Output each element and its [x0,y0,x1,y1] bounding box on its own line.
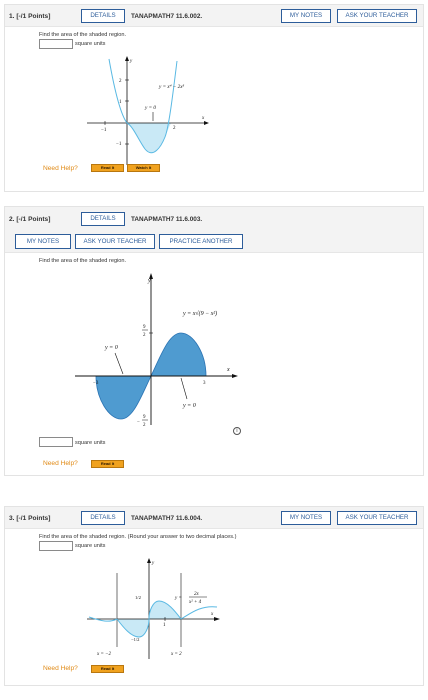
curve-numerator: 2x [194,592,199,597]
graph-info-icon[interactable]: i [233,427,241,435]
question-card-3 [4,506,424,686]
read-it-button[interactable]: Read It [91,460,124,468]
curve-denominator: x² + 4 [189,600,202,605]
line-label: y = 0 [145,105,156,111]
question-card-2 [4,206,424,476]
x-axis-label: x [211,612,214,617]
x-axis-arrow-icon [214,617,220,621]
problem-code: TANAPMATH7 11.6.003. [131,216,203,223]
tick-y-1: 1 [119,100,122,105]
graph-2 [71,269,241,429]
need-help-label: Need Help? [43,460,78,467]
right-line-label: x = 2 [171,652,182,657]
units-label: square units [75,440,106,446]
y-axis-label: y [152,561,155,566]
graph-3 [83,555,223,665]
read-it-button[interactable]: Read It [91,665,124,673]
answer-input[interactable] [39,437,73,447]
question-header [5,207,423,253]
question-header [5,5,423,27]
tick-y-neg-half: −1/2 [131,637,140,642]
tick-x-1: 1 [163,623,166,628]
curve-label: y = x√(9 − x²) [183,311,218,317]
question-number: 3. [-/1 Points] [9,515,51,522]
question-number: 2. [-/1 Points] [9,216,51,223]
question-card-1 [4,4,424,192]
tick-y-half: 1/2 [135,595,141,600]
my-notes-button[interactable]: MY NOTES [281,511,331,525]
watch-it-button[interactable]: Watch It [127,164,160,172]
graph-1 [83,53,213,171]
need-help-label: Need Help? [43,165,78,172]
tick-y-bot-num: 9 [143,415,146,420]
label-pointer [115,353,123,374]
y-axis-arrow-icon [147,558,151,563]
x-axis-arrow-icon [204,121,209,125]
tick-y-bot-minus: − [137,420,140,425]
answer-input[interactable] [39,541,73,551]
line-label-bottom: y = 0 [183,403,196,409]
shaded-region-right [151,333,206,376]
tick-x-neg1: −1 [101,128,107,133]
tick-x-2: 2 [173,126,176,131]
ask-teacher-button[interactable]: ASK YOUR TEACHER [75,234,155,249]
curve-label: y = x⁴ − 2x³ [159,84,185,90]
label-pointer [181,378,187,399]
practice-another-button[interactable]: PRACTICE ANOTHER [159,234,243,249]
tick-y-neg1: −1 [116,142,122,147]
tick-y-top-den: 2 [143,333,146,338]
details-button[interactable]: DETAILS [81,511,125,525]
need-help-label: Need Help? [43,665,78,672]
tick-x-neg3: −3 [93,381,99,386]
tick-y-top-num: 9 [143,325,146,330]
question-prompt: Find the area of the shaded region. [39,32,127,38]
question-number: 1. [-/1 Points] [9,13,51,20]
answer-input[interactable] [39,39,73,49]
x-axis-arrow-icon [232,374,238,378]
problem-code: TANAPMATH7 11.6.002. [131,13,203,20]
my-notes-button[interactable]: MY NOTES [15,234,71,249]
y-axis-arrow-icon [125,56,129,61]
my-notes-button[interactable]: MY NOTES [281,9,331,23]
details-button[interactable]: DETAILS [81,9,125,23]
shaded-region-left [96,376,151,419]
x-axis-label: x [227,367,230,373]
question-prompt: Find the area of the shaded region. [39,258,127,264]
tick-y-2: 2 [119,79,122,84]
x-axis-label: x [202,116,205,121]
y-axis-label: y [148,278,151,284]
question-prompt: Find the area of the shaded region. (Round your answer to two decimal places.) [39,534,237,540]
problem-code: TANAPMATH7 11.6.004. [131,515,203,522]
units-label: square units [75,41,106,47]
tick-y-bot-den: 2 [143,423,146,428]
curve-label-lhs: y = [175,596,182,601]
question-header [5,507,423,529]
ask-teacher-button[interactable]: ASK YOUR TEACHER [337,511,417,525]
y-axis-label: y [130,59,133,64]
units-label: square units [75,543,106,549]
line-label-top: y = 0 [105,345,118,351]
details-button[interactable]: DETAILS [81,212,125,226]
tick-x-3: 3 [203,381,206,386]
read-it-button[interactable]: Read It [91,164,124,172]
left-line-label: x = −2 [97,652,111,657]
ask-teacher-button[interactable]: ASK YOUR TEACHER [337,9,417,23]
